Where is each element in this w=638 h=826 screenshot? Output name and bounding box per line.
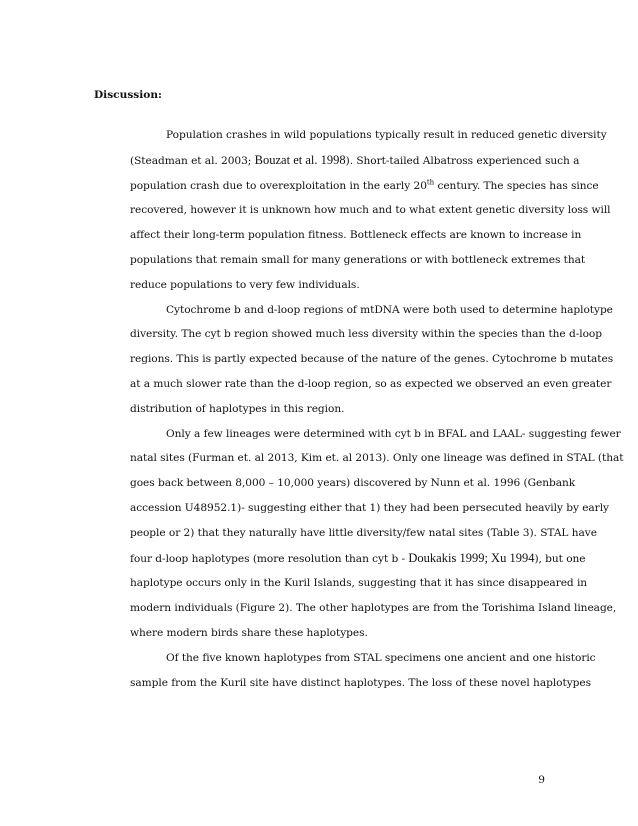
citation-doukakis-xu: Doukakis 1999; Xu 1994 — [408, 550, 535, 565]
paragraph-3-line-6-tail: ), but one — [534, 552, 586, 565]
paragraph-1-line-7: reduce populations to very few individuals. — [130, 278, 360, 291]
document-body — [94, 88, 624, 695]
paragraph-1-line-1: Population crashes in wild populations typically result in reduced genetic diversity — [166, 129, 607, 141]
section-heading: Discussion: — [94, 89, 162, 101]
paragraph-4-line-2: sample from the Kuril site have distinct haplotypes. The loss of these novel haplotypes — [130, 676, 591, 689]
paragraph-1-line-3 — [94, 174, 599, 199]
paragraph-1-line-5: affect their long-term population fitness. Bottleneck effects are known to increase in — [130, 229, 582, 242]
paragraph-3-line-9: where modern birds share these haplotypes. — [130, 626, 368, 639]
page-number: 9 — [538, 774, 545, 786]
paragraph-2-line-5: distribution of haplotypes in this region. — [130, 402, 345, 415]
paragraph-3-line-7: haplotype occurs only in the Kuril Islands, suggesting that it has since disappeared in — [130, 577, 588, 590]
paragraph-3-line-2: natal sites (Furman et. al 2013, Kim et. al 2013). Only one lineage was defined in STAL (that — [130, 452, 624, 465]
paragraph-1-line-2-tail: ). Short-tailed Albatross experienced such a — [345, 154, 580, 167]
paragraph-3-line-1: Only a few lineages were determined with cyt b in BFAL and LAAL- suggesting fewer — [166, 427, 621, 440]
paragraph-2-line-3: regions. This is partly expected because of the nature of the genes. Cytochrome b mutates — [130, 353, 614, 366]
paragraph-2 — [94, 298, 614, 422]
paragraph-3-line-6 — [94, 546, 586, 572]
paragraph-3-line-6-text: four d-loop haplotypes (more resolution than cyt b - — [130, 552, 409, 565]
paragraph-1-line-4: recovered, however it is unknown how much and to what extent genetic diversity loss will — [130, 204, 611, 217]
paragraph-3 — [94, 422, 624, 646]
paragraph-1-line-3-text: population crash due to overexploitation in the early 20 — [130, 179, 427, 192]
paragraph-4-line-1: Of the five known haplotypes from STAL specimens one ancient and one historic — [166, 651, 596, 664]
paragraph-2-line-4: at a much slower rate than the d-loop region, so as expected we observed an even greater — [130, 377, 612, 390]
superscript-th: th — [426, 178, 435, 187]
citation-bouzat: Bouzat et al. 1998 — [254, 152, 346, 167]
citation-steadman: (Steadman et al. 2003; — [130, 154, 255, 167]
paragraph-3-line-8: modern individuals (Figure 2). The other haplotypes are from the Torishima Island lineage, — [130, 602, 617, 615]
paragraph-3-line-3: goes back between 8,000 – 10,000 years) discovered by Nunn et al. 1996 (Genbank — [130, 477, 576, 490]
paragraph-2-line-1: Cytochrome b and d-loop regions of mtDNA were both used to determine haplotype — [166, 303, 613, 316]
paragraph-3-line-4: accession U48952.1)- suggesting either that 1) they had been persecuted heavily by early — [130, 501, 609, 514]
paragraph-1 — [94, 123, 611, 298]
paragraph-1-line-3-tail: century. The species has since — [434, 179, 599, 192]
paragraph-2-line-2: diversity. The cyt b region showed much less diversity within the species than the d-loop — [130, 328, 602, 341]
paragraph-1-line-6: populations that remain small for many generations or with bottleneck extremes that — [130, 253, 586, 266]
paragraph-3-line-5: people or 2) that they naturally have little diversity/few natal sites (Table 3). STAL have — [130, 526, 597, 539]
paragraph-1-line-2 — [94, 148, 580, 174]
paragraph-4 — [94, 646, 596, 696]
